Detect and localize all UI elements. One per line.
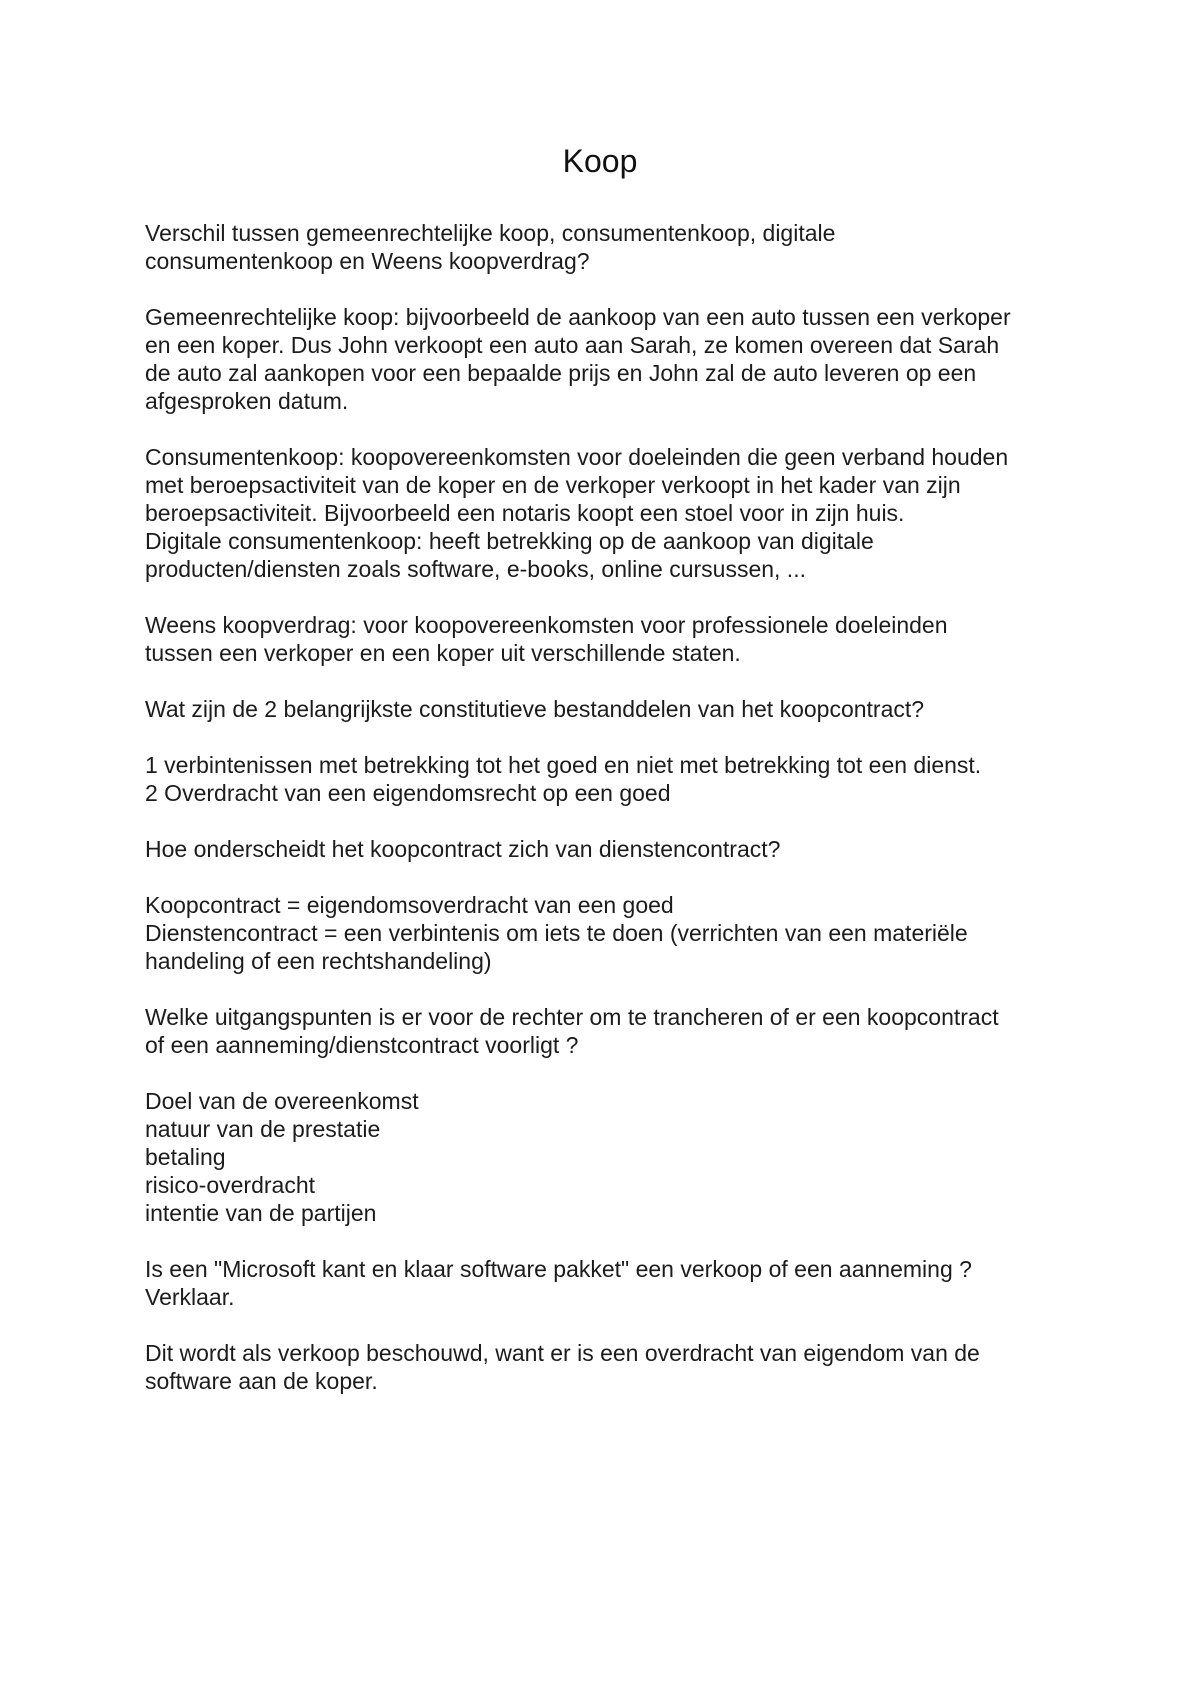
text-line: Dienstencontract = een verbintenis om iets te doen (verrichten van een materiële — [145, 920, 968, 946]
text-line: risico-overdracht — [145, 1172, 315, 1198]
paragraph-question-microsoft — [145, 1255, 1105, 1311]
text-line: Koopcontract = eigendomsoverdracht van een goed — [145, 892, 674, 918]
text-line: of een aanneming/dienstcontract voorligt ? — [145, 1032, 579, 1058]
paragraph-consumentenkoop — [145, 443, 1105, 583]
paragraph-weens-koopverdrag — [145, 611, 1105, 667]
text-line: met beroepsactiviteit van de koper en de verkoper verkoopt in het kader van zijn — [145, 472, 961, 498]
text-line: producten/diensten zoals software, e-books, online cursussen, ... — [145, 556, 806, 582]
text-line: Consumentenkoop: koopovereenkomsten voor doeleinden die geen verband houden — [145, 444, 1009, 470]
text-line: Weens koopverdrag: voor koopovereenkomsten voor professionele doeleinden — [145, 612, 948, 638]
text-line: tussen een verkoper en een koper uit verschillende staten. — [145, 640, 741, 666]
document-body — [145, 219, 1105, 1423]
text-line: software aan de koper. — [145, 1368, 378, 1394]
text-line: Verschil tussen gemeenrechtelijke koop, consumentenkoop, digitale — [145, 220, 836, 246]
text-line: Digitale consumentenkoop: heeft betrekking op de aankoop van digitale — [145, 528, 874, 554]
text-line: en een koper. Dus John verkoopt een auto aan Sarah, ze komen overeen dat Sarah — [145, 332, 1000, 358]
text-line: beroepsactiviteit. Bijvoorbeeld een notaris koopt een stoel voor in zijn huis. — [145, 500, 905, 526]
text-line: Wat zijn de 2 belangrijkste constitutieve bestanddelen van het koopcontract? — [145, 696, 925, 722]
paragraph-question-bestanddelen — [145, 695, 1105, 723]
paragraph-answer-microsoft — [145, 1339, 1105, 1395]
text-line: Doel van de overeenkomst — [145, 1088, 419, 1114]
text-line: Hoe onderscheidt het koopcontract zich van dienstencontract? — [145, 836, 781, 862]
paragraph-answer-bestanddelen — [145, 751, 1105, 807]
text-line: Is een "Microsoft kant en klaar software pakket" een verkoop of een aanneming ? — [145, 1256, 972, 1282]
paragraph-question-koopvormen — [145, 219, 1105, 275]
text-line: 1 verbintenissen met betrekking tot het goed en niet met betrekking tot een dienst. — [145, 752, 982, 778]
paragraph-answer-dienstencontract — [145, 891, 1105, 975]
text-line: handeling of een rechtshandeling) — [145, 948, 492, 974]
paragraph-answer-uitgangspunten — [145, 1087, 1105, 1227]
text-line: Verklaar. — [145, 1284, 235, 1310]
document-title: Koop — [562, 143, 638, 179]
text-line: 2 Overdracht van een eigendomsrecht op een goed — [145, 780, 671, 806]
paragraph-gemeenrechtelijke-koop — [145, 303, 1105, 415]
text-line: consumentenkoop en Weens koopverdrag? — [145, 248, 590, 274]
text-line: natuur van de prestatie — [145, 1116, 381, 1142]
text-line: Dit wordt als verkoop beschouwd, want er is een overdracht van eigendom van de — [145, 1340, 980, 1366]
text-line: intentie van de partijen — [145, 1200, 377, 1226]
text-line: Gemeenrechtelijke koop: bijvoorbeeld de aankoop van een auto tussen een verkoper — [145, 304, 1011, 330]
text-line: Welke uitgangspunten is er voor de rechter om te trancheren of er een koopcontract — [145, 1004, 999, 1030]
text-line: afgesproken datum. — [145, 388, 349, 414]
paragraph-question-dienstencontract — [145, 835, 1105, 863]
text-line: betaling — [145, 1144, 226, 1170]
text-line: de auto zal aankopen voor een bepaalde prijs en John zal de auto leveren op een — [145, 360, 977, 386]
paragraph-question-uitgangspunten — [145, 1003, 1105, 1059]
